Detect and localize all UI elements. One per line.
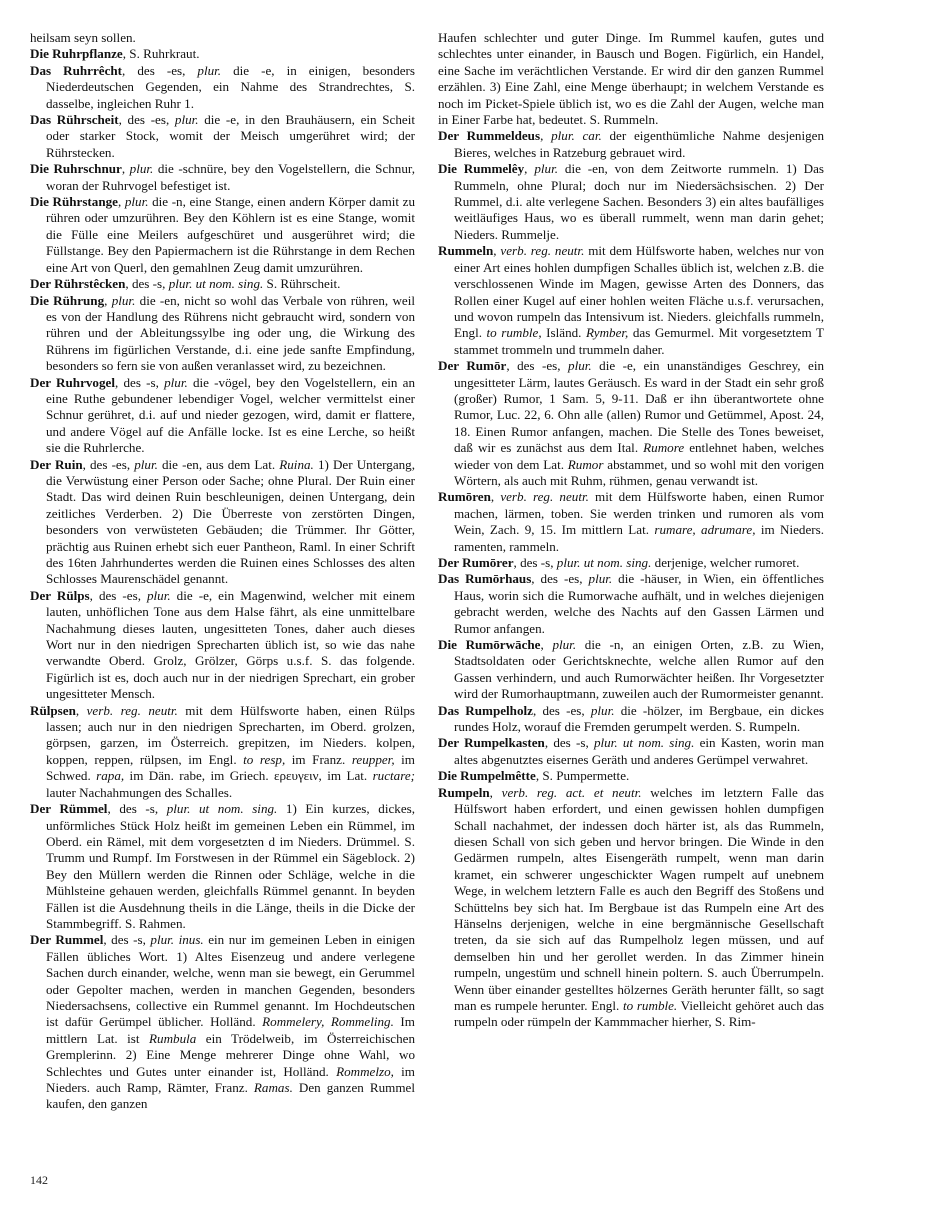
entry-headword: Rumpeln [438,784,490,800]
entry-italic-text: Rumbula [149,1030,197,1046]
entry-headword: Die Rumōrwāche [438,637,541,653]
entry-text: Im mittlern Lat. ist [46,1014,415,1046]
entry-italic-text: Ruina. [279,456,314,472]
entry-italic-text: plur. ut nom. sing. [556,555,652,570]
entry-text: , [121,161,130,177]
entry-text: , des -es, [82,456,135,472]
dictionary-entry [30,588,415,703]
entry-italic-text: plur. [124,194,149,210]
entry-text: entlehnet haben, welches wieder von dem Lat. [454,440,824,472]
dictionary-entry [438,489,824,555]
entry-text: , des -es, [506,358,569,374]
entry-text: , des -s, [125,276,169,292]
entry-italic-text: plur. inus. [150,932,204,948]
entry-text: die -e, ein Magenwind, welcher mit einem lauten, unhöflichen Tone aus dem Halse fährt, als eine unmittelbare Nachahmung dieses lauten, ungesitteten Tones, daher auch dieses Wort nur in den niedrigen Sprecharten üblich ist, so wie das nahe verwandte Oberd. Grolz, Grölzer, Görps u.s.f. S. das folgende. Figürlich ist es, doch auch nur in der niedrigen Sprechart, ein grober ungesitteter Mensch. [46,587,416,702]
dictionary-entry [438,637,824,703]
entry-text: , des -s, [513,555,557,570]
entry-text: , [540,128,552,144]
entry-text: 1) Der Untergang, die Verwüstung einer Person oder Sache; ohne Plural. Der Ruin einer Stadt. Das wird deinen Ruin beschleunigen, deinen Untergang, dein zeitliches Verderben. 2) Die Überreste von zerstörten Dingen, besonders von verwüsteten Gebäuden; die Trümmer. Ihr Götter, prächtig aus Ruinen erhebt sich euer Pantheon, Raml. In einer Schrift des 16ten Jahrhundertes werden die Ruinen eines Schlosses des alten Schlosses Maurenschädel genannt. [46,456,415,587]
entry-italic-text: plur. [111,292,136,308]
entry-italic-text: rumare, adrumare, [654,522,756,538]
entry-text: , des -s, [103,932,151,948]
entry-text: Haufen schlechter und guter Dinge. Im Rummel kaufen, gutes und schlechtes unter einander, in Bausch und Bogen. Figürlich, ein Handel, eine Sache im verächtlichen Verstande. Er wird dir den ganzen Rummel erzählen. 3) Eine Zahl, eine Menge überhaupt; in welchem Verstande es noch im Picket-Spiele üblich ist, wo es die Zahl der Augen, welche man in Einer Farbe hat, bedeutet. S. Rummeln. [438,30,824,128]
entry-italic-text: plur. [197,62,222,78]
entry-headword: Der Rumōrer [438,555,514,570]
dictionary-entry [30,703,415,801]
entry-italic-text: Rumor [567,456,604,472]
entry-text: ein Trödelweib, im Österreichischen Gremplerinn. 2) Eine Menge mehrerer Dinge ohne Wahl, wo Schlechtes und Gutes unter einander ist, Holländ. [46,1030,416,1079]
dictionary-entry [30,161,415,194]
entry-text: die -n, eine Stange, einen andern Körper damit zu rühren oder umzurühren. Bey den Köhlern ist es eine Stange, womit die Fülle eine Meilers aufgeschüret und ausgerühret wird; die Füllstange. Bey den Papiermachern ist die Rührstange in dem Rechen eine Art von Querl, den gemahlnen Zeug damit umzurühren. [46,194,415,275]
entry-headword: Rumōren [438,489,491,505]
entry-text: , S. Ruhrkraut. [122,46,200,62]
entry-text: 1) Ein kurzes, dickes, unförmliches Stück Holz heißt im gemeinen Leben ein Rümmel, im Oberd. ein Rämel, mit dem vorgesetzten d im Nieders. Drümmel. S. Trumm und Rumpf. Im Forstwesen in der Rümmel ein Sägeblock. 2) Bey den Müllern werden die Rinnen oder Schläge, welche in die Mühlsteine gehauen werden, gleichfalls Rümmel genannt. In beyden Fällen ist die Ausdehnung theils in die Länge, theils in die Dicke der Stammbegriff. S. Rahmen. [46,801,415,931]
entry-text: der eigenthümliche Nahme desjenigen Bieres, welches in Ratzeburg gebrauet wird. [454,128,824,160]
entry-italic-text: Rommelery, Rommeling. [262,1014,394,1030]
dictionary-entry [438,30,824,128]
entry-headword: Der Rülps [30,587,90,603]
dictionary-entry [30,276,415,292]
entry-italic-text: plur. ut nom. sing. [166,801,278,817]
entry-italic-text: plur. car. [551,128,602,144]
entry-italic-text: to resp, [243,751,286,767]
entry-text: Vielleicht gehöret auch das rumpeln oder rümpeln der Kammmacher hierher, S. Rim- [454,997,824,1030]
dictionary-entry [438,161,824,243]
entry-headword: Die Rührstange [30,194,118,210]
entry-text: , [104,292,112,308]
entry-text: , S. Pumpermette. [535,768,630,784]
entry-italic-text: Rumore [643,440,685,456]
entry-italic-text: plur. [568,358,592,374]
entry-headword: Rummeln [438,243,494,259]
entry-text: , des -s, [107,801,167,817]
dictionary-entry [438,128,824,161]
dictionary-entry [438,703,824,736]
entry-headword: Rülpsen [30,702,76,718]
entry-text: Den ganzen Rummel kaufen, den ganzen [46,1080,415,1112]
entry-text: die -e, in einigen, besonders Niederdeutschen Gegenden, ein Nahme des Strandrechtes, S. dasselbe, ingleichen Ruhr 1. [46,62,416,111]
dictionary-entry [30,293,415,375]
dictionary-entry [30,112,415,161]
entry-text: im Franz. [285,751,352,767]
entry-headword: Der Rührstêcken [30,276,126,292]
left-column [30,30,415,1113]
entry-text: abstammet, und so wohl mit den vorigen Wörtern, als auch mit Ruhm, rühmen, genau verwandt ist. [454,456,824,488]
dictionary-entry [30,457,415,588]
entry-headword: Die Rummelêy [438,161,525,177]
entry-italic-text: to rumble. [622,997,678,1013]
dictionary-entry [30,801,415,932]
entry-text: im Schwed. [46,751,415,784]
entry-headword: Die Ruhrschnur [30,161,122,177]
entry-italic-text: plur. [129,161,154,177]
dictionary-entry [30,932,415,1112]
entry-text: die -en, von dem Zeitworte rummeln. 1) Das Rummeln, ohne Plural; doch nur im Niedersächsischen. 2) Der Rummel, d.i. alte verlegene Sachen. Besonders 3) ein altes baufälliges weitläufiges Haus, wo es überall rummelt, wenn man darin gehet; Nieders. Rummelje. [454,161,825,242]
entry-text: heilsam seyn sollen. [30,30,136,45]
entry-text: , [540,637,553,653]
dictionary-entry [438,785,824,1031]
dictionary-entry [30,46,415,62]
entry-italic-text: plur. [590,702,615,718]
entry-text: mit dem Hülfsworte haben, welches nur von einer Art eines hohlen dumpfigen Schalles üblich ist, welchen z.B. die verschlossenen Winde im Magen, gewisse Arten des Donners, das Rollen einer Kugel auf einer hohlen weiten Fläche u.s.f. verursachen, und wovon rumpeln das Intensivum ist. Nieders. gleichfalls rummeln, Engl. [454,243,824,341]
entry-text: die -e, in den Brauhäusern, ein Scheit oder starker Stock, womit der Meisch umgerühret wird; der Rührstecken. [46,112,415,160]
entry-italic-text: plur. [164,374,188,390]
entry-headword: Das Rumōrhaus [438,571,532,587]
entry-headword: Das Ruhrrêcht [30,62,123,78]
dictionary-entry [30,194,415,276]
entry-headword: Der Rummeldeus [438,128,541,144]
entry-text: die -en, aus dem Lat. [157,456,280,472]
entry-italic-text: plur. [147,587,171,603]
entry-headword: Der Rummel [30,932,104,948]
entry-text: im Nieders. ramenten, rammeln. [454,522,824,554]
entry-italic-text: plur. [534,161,558,177]
entry-text: ein nur im gemeinen Leben in einigen Fällen übliches Wort. 1) Altes Eisenzeug und andere verlegene Sachen durch einander, welche, wenn man sie bewegt, ein Gerummel oder Gepolter machen, werden in manchen Gegenden, besonders Niedersachsens, collective ein Rummel genannt. Im Hochdeutschen ist dafür Gerümpel üblicher. Holländ. [46,932,415,1030]
entry-text: die -n, an einigen Orten, z.B. zu Wien, Stadtsoldaten oder Gerichtsknechte, welche allen Rumor auf den Gassen verhindern, und auch Rumorwächter heißen. Ihr Vorgesetzter wird der Rumorhauptmann, zuweilen auch der Rumormeister genannt. [454,637,825,702]
entry-text: , [490,489,501,505]
entry-italic-text: verb. reg. neutr. [86,702,178,718]
entry-text: , des -s, [114,374,165,390]
entry-text: das Gemurmel. Mit vorgesetztem T stammet trommeln und trummeln daher. [454,325,824,357]
entry-italic-text: ructare; [372,768,415,784]
entry-text: mit dem Hülfsworte haben, einen Rumor machen, lärmen, toben. Sie werden trinken und rumoren als vom Wein, Zach. 9, 15. Im mittlern Lat. [454,489,824,538]
entry-text: die -häuser, in Wien, ein öffentliches Haus, worin sich die Rumorwache aufhält, und in welches diejenigen gebracht werden, welche des Nachts auf den Gassen Lärmen und Rumor anfangen. [454,571,824,636]
entry-headword: Der Rümmel [30,801,108,817]
entry-text: im Nieders. auch Ramp, Rämter, Franz. [46,1063,415,1095]
entry-italic-text: plur. ut nom. sing. [168,276,264,292]
entry-text: die -hölzer, im Bergbaue, ein dickes rundes Holz, worauf die Fremden gerumpelt werden. S. Rumpeln. [454,702,825,735]
entry-italic-text: Rommelzo, [336,1063,394,1079]
entry-text: , [493,243,501,259]
entry-text: , des -es, [531,571,589,587]
entry-headword: Der Ruin [30,456,83,472]
entry-italic-text: verb. reg. neutr. [500,243,585,259]
dictionary-entry [438,735,824,768]
entry-text: derjenige, welcher rumoret. [651,555,800,570]
entry-italic-text: plur. [588,571,613,587]
entry-headword: Das Rührscheit [30,112,119,128]
entry-text: die -schnüre, bey den Vogelstellern, die Schnur, woran der Ruhrvogel befestiget ist. [46,161,416,193]
entry-italic-text: Rymber, [586,325,629,341]
entry-headword: Das Rumpelholz [438,702,533,718]
entry-headword: Die Rumpelmêtte [438,768,536,784]
dictionary-entry [438,358,824,489]
entry-italic-text: verb. reg. neutr. [500,489,589,505]
dictionary-entry [30,63,415,112]
entry-text: , des -es, [118,112,175,128]
entry-headword: Der Ruhrvogel [30,374,115,390]
entry-text: lauter Nachahmungen des Schalles. [46,784,233,800]
entry-italic-text: Ramas. [253,1080,293,1095]
entry-italic-text: verb. reg. act. et neutr. [501,784,642,800]
entry-text: , des -es, [122,62,198,78]
entry-text: , [75,702,87,718]
entry-text: , des -es, [532,702,591,718]
entry-text: , [524,161,535,177]
entry-italic-text: rapa, [96,768,125,784]
dictionary-entry [438,555,824,571]
entry-text: im Dän. rabe, im Griech. ερευγειν, im Lat. [124,768,373,784]
dictionary-entry [438,243,824,358]
entry-headword: Die Ruhrpflanze [30,46,123,62]
entry-text: S. Rührscheit. [263,276,341,292]
entry-headword: Der Rumōr [438,358,507,374]
entry-headword: Der Rumpelkasten [438,735,545,751]
entry-headword: Die Rührung [30,292,105,308]
entry-text: mit dem Hülfsworte haben, einen Rülps lassen; auch nur in den niedrigen Sprecharten, im Oberd. grolzen, görpsen, garzen, im Österreich. grepitzen, im Nieders. kolpen, koppen, reppen, rülpsen, im Engl. [46,702,415,767]
entry-italic-text: reupper, [351,751,395,767]
dictionary-entry [30,30,415,46]
entry-italic-text: plur. ut nom. sing. [593,735,695,751]
page-number: 142 [30,1173,48,1187]
entry-italic-text: plur. [552,637,577,653]
entry-italic-text: plur. [174,112,199,128]
dictionary-entry [438,571,824,637]
dictionary-entry [438,768,824,784]
right-column [438,30,824,1031]
dictionary-entry [30,375,415,457]
entry-text: welches im letztern Falle das Hülfswort haben erfordert, und einen gewissen hohlen dumpfigen Schall nachahmet, der indessen doch härter ist, als das Rummeln, diesen Schall von sich geben und hervor bringen. Die Winde in den Gedärmen rumpeln, altes Eisengeräth rumpelt, wenn man darin kramet, ein schwerer ungeschickter Wagen rumpelt auf unebnem Wege, in welchem letztern Falle es auch den Begriff des Stoßens und Schüttelns bey sich hat. Im Bergbaue ist das Rumpeln eine Art des Hänselns derjenigen, welche in eine bergmännische Gesellschaft treten, da sie sich auf das Rumpelholz legen müssen, und auf demselben hin und her gerollet werden. In das Zimmer hinein rumpeln, ungestüm und schnell hinein poltern. S. auch Überrumpeln. Wenn über einander gestelltes hölzernes Geräth herunter fällt, so sagt man es rumpele herunter. Engl. [454,784,824,1013]
entry-text: , des -s, [544,735,594,751]
entry-text: , [117,194,125,210]
entry-text: ein Kasten, worin man altes abgenutztes eisernes Geräth und anderes Gerümpel verwahret. [454,735,825,767]
entry-text: die -en, nicht so wohl das Verbale von rühren, weil es von der Handlung des Rührens nicht gebraucht wird, sondern von rühren und der Ableitungssylbe ing oder ung, die Wirkung des Rührens im figürlichen Verstande, d.i. eine jede sanfte Empfindung, besonders so fern sie von außen veranlasset wird, zu bezeichnen. [46,292,416,374]
entry-text: die -vögel, bey den Vogelstellern, ein an eine Ruthe gebundener lebendiger Vogel, welcher vermittelst einer Schnur gerühret, d.i. auf und nieder gezogen, wird, damit er flattere, und andere Vögel auf die Anfälle locke. Ist es eine Lerche, so heißt sie die Ruhrlerche. [46,374,416,456]
entry-text: , [489,784,502,800]
entry-italic-text: plur. [134,456,158,472]
entry-text: die -e, ein unanständiges Geschrey, ein ungesitteter Lärm, lautes Geräusch. Es ward in der Stadt ein sehr groß (großer) Rumor, 1 Sam. 5, 9-11. Daß er ihn überantwortete ohne Rumor, Luc. 22, 6. Ohn alle (allen) Rumor und Getümmel, Apost. 24, 18. Einen Rumor anfangen, machen. Die Stelle des Tones beweiset, daß wir es zunächst aus dem Ital. [454,358,825,456]
entry-italic-text: to rumble, [486,325,542,341]
entry-text: , des -es, [89,587,147,603]
entry-text: Isländ. [541,325,586,341]
